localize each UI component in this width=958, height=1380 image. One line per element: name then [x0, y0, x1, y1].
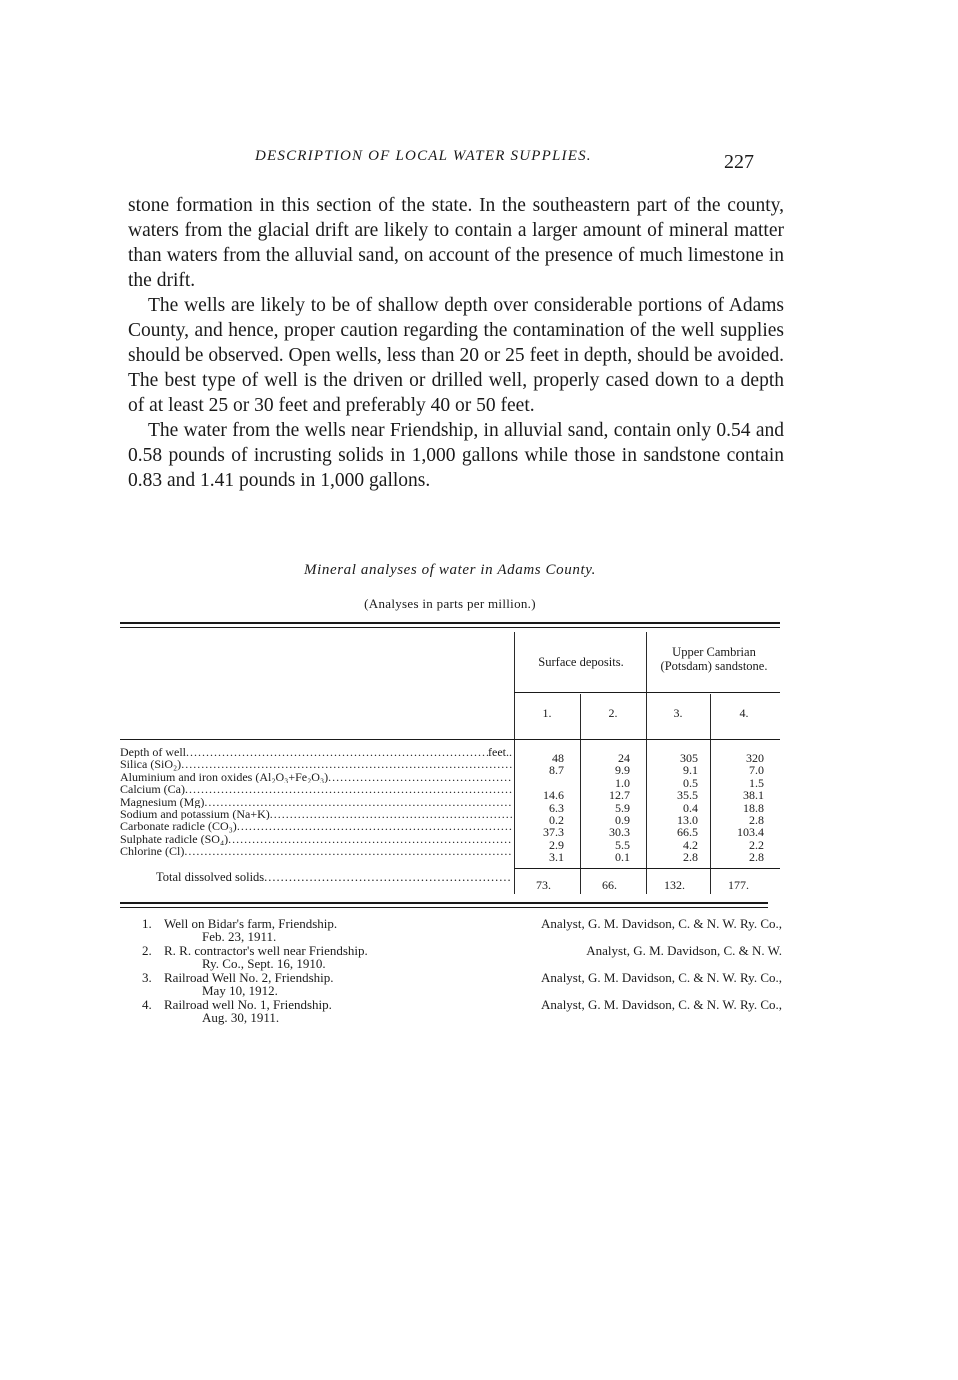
table-cell: 0.9	[615, 812, 630, 827]
table-cell: 5.5	[615, 837, 630, 852]
group-header-cambrian: Upper Cambrian (Potsdam) sandstone.	[660, 645, 768, 673]
total-cell: 73.	[536, 878, 551, 892]
table-cell: 12.7	[609, 788, 630, 803]
table-cell: 35.5	[677, 788, 698, 803]
table-row-label: Depth of well ..... feet..	[120, 746, 512, 758]
table-row-label: Silica (SiO₂) .....	[120, 758, 512, 770]
running-head: DESCRIPTION OF LOCAL WATER SUPPLIES.	[255, 148, 592, 164]
column-number: 4.	[739, 706, 749, 720]
table-cell: 1.0	[615, 775, 630, 790]
footnote: 2. R. R. contractor's well near Friendship. Analyst, G. M. Davidson, C. & N. W. Ry. Co., Sept. 16, 1910.	[142, 943, 782, 971]
table-cell: 48	[552, 751, 564, 765]
column-number: 1.	[542, 706, 552, 720]
table-cell: 18.8	[743, 800, 764, 815]
column-divider	[514, 632, 515, 894]
table-rule	[120, 627, 780, 628]
table-cell: 66.5	[677, 825, 698, 840]
table-cell: 9.9	[615, 763, 630, 778]
paragraph: stone formation in this section of the state. In the southeastern part of the county, waters from the glacial drift are likely to contain a larger amount of mineral matter than waters from the alluvial sand, on account of the presence of much limestone in the drift.	[128, 195, 784, 291]
column-divider	[646, 632, 647, 894]
table-cell: 6.3	[549, 800, 564, 815]
column-number: 2.	[608, 706, 618, 720]
table-rule	[120, 739, 780, 740]
table-cell: 320	[746, 751, 764, 765]
table-cell: 2.2	[749, 837, 764, 852]
table-cell: 30.3	[609, 825, 630, 840]
table-row-label: Aluminium and iron oxides (Al₂O₃+Fe₂O₃) .....	[120, 771, 512, 783]
total-cell: 132.	[664, 878, 685, 892]
footnotes	[142, 918, 782, 1026]
footnote: 1. Well on Bidar's farm, Friendship. Analyst, G. M. Davidson, C. & N. W. Ry. Co., Feb. 23, 1911.	[142, 916, 782, 944]
table-cell: 4.2	[683, 837, 698, 852]
total-cell: 177.	[728, 878, 749, 892]
body-text	[128, 193, 784, 493]
table-row-label: Sodium and potassium (Na+K) .....	[120, 808, 512, 820]
table-row-label: Calcium (Ca) .....	[120, 783, 512, 795]
table-cell: 37.3	[543, 825, 564, 840]
footnote: 3. Railroad Well No. 2, Friendship. Analyst, G. M. Davidson, C. & N. W. Ry. Co., May 10, 1912.	[142, 970, 782, 998]
page-number: 227	[724, 151, 754, 173]
table-cell: 305	[680, 751, 698, 765]
table-cell: 1.5	[749, 775, 764, 790]
row-labels	[120, 746, 512, 858]
table-row-label: Sulphate radicle (SO₄) .....	[120, 833, 512, 845]
table-rule	[120, 907, 768, 908]
table-cell: 103.4	[737, 825, 764, 840]
table-cell: 13.0	[677, 812, 698, 827]
footnote: 4. Railroad well No. 1, Friendship. Analyst, G. M. Davidson, C. & N. W. Ry. Co., Aug. 30, 1911.	[142, 997, 782, 1025]
table-cell: 2.8	[749, 812, 764, 827]
table-cell: 0.4	[683, 800, 698, 815]
value-column-2	[588, 752, 630, 864]
table-cell: 0.5	[683, 775, 698, 790]
table-cell: 38.1	[743, 788, 764, 803]
column-divider	[710, 694, 711, 894]
table-cell: 0.1	[615, 850, 630, 865]
table-cell: 2.8	[683, 850, 698, 865]
table-rule	[120, 902, 768, 904]
column-number: 3.	[673, 706, 683, 720]
table-cell: 2.8	[749, 850, 764, 865]
table-cell: 2.9	[549, 837, 564, 852]
total-row-label: Total dissolved solids .....	[156, 870, 510, 885]
table-subtitle: (Analyses in parts per million.)	[364, 596, 536, 611]
table-title: Mineral analyses of water in Adams County.	[304, 562, 596, 578]
table-cell: 9.1	[683, 763, 698, 778]
table-rule	[514, 868, 780, 869]
table-cell: 24	[618, 751, 630, 765]
table-row-label: Magnesium (Mg) .....	[120, 796, 512, 808]
table-cell: 14.6	[543, 788, 564, 803]
table-cell: 0.2	[549, 812, 564, 827]
table-cell: 5.9	[615, 800, 630, 815]
table-rule	[120, 622, 780, 624]
value-column-1	[520, 752, 564, 864]
table-row-label: Carbonate radicle (CO₃) .....	[120, 820, 512, 832]
table-rule	[514, 692, 780, 693]
table-cell: 3.1	[549, 850, 564, 865]
table-cell: 7.0	[749, 763, 764, 778]
column-divider	[580, 694, 581, 894]
value-column-4	[718, 752, 764, 864]
table-cell: 8.7	[549, 763, 564, 778]
value-column-3	[654, 752, 698, 864]
group-header-surface: Surface deposits.	[538, 655, 624, 669]
paragraph: The water from the wells near Friendship, in alluvial sand, contain only 0.54 and 0.58 pounds of incrusting solids in 1,000 gallons while those in sandstone contain 0.83 and 1.41 pounds in 1,000 gallons.	[128, 420, 784, 491]
paragraph: The wells are likely to be of shallow depth over considerable portions of Adams County, and hence, proper caution regarding the contamination of the well supplies should be observed. Open wells, less than 20 or 25 feet in depth, should be avoided. The best type of well is the driven or drilled well, properly cased down to a depth of at least 25 or 30 feet and preferably 40 or 50 feet.	[128, 295, 784, 416]
total-cell: 66.	[602, 878, 617, 892]
table-row-label: Chlorine (Cl) .....	[120, 845, 512, 857]
